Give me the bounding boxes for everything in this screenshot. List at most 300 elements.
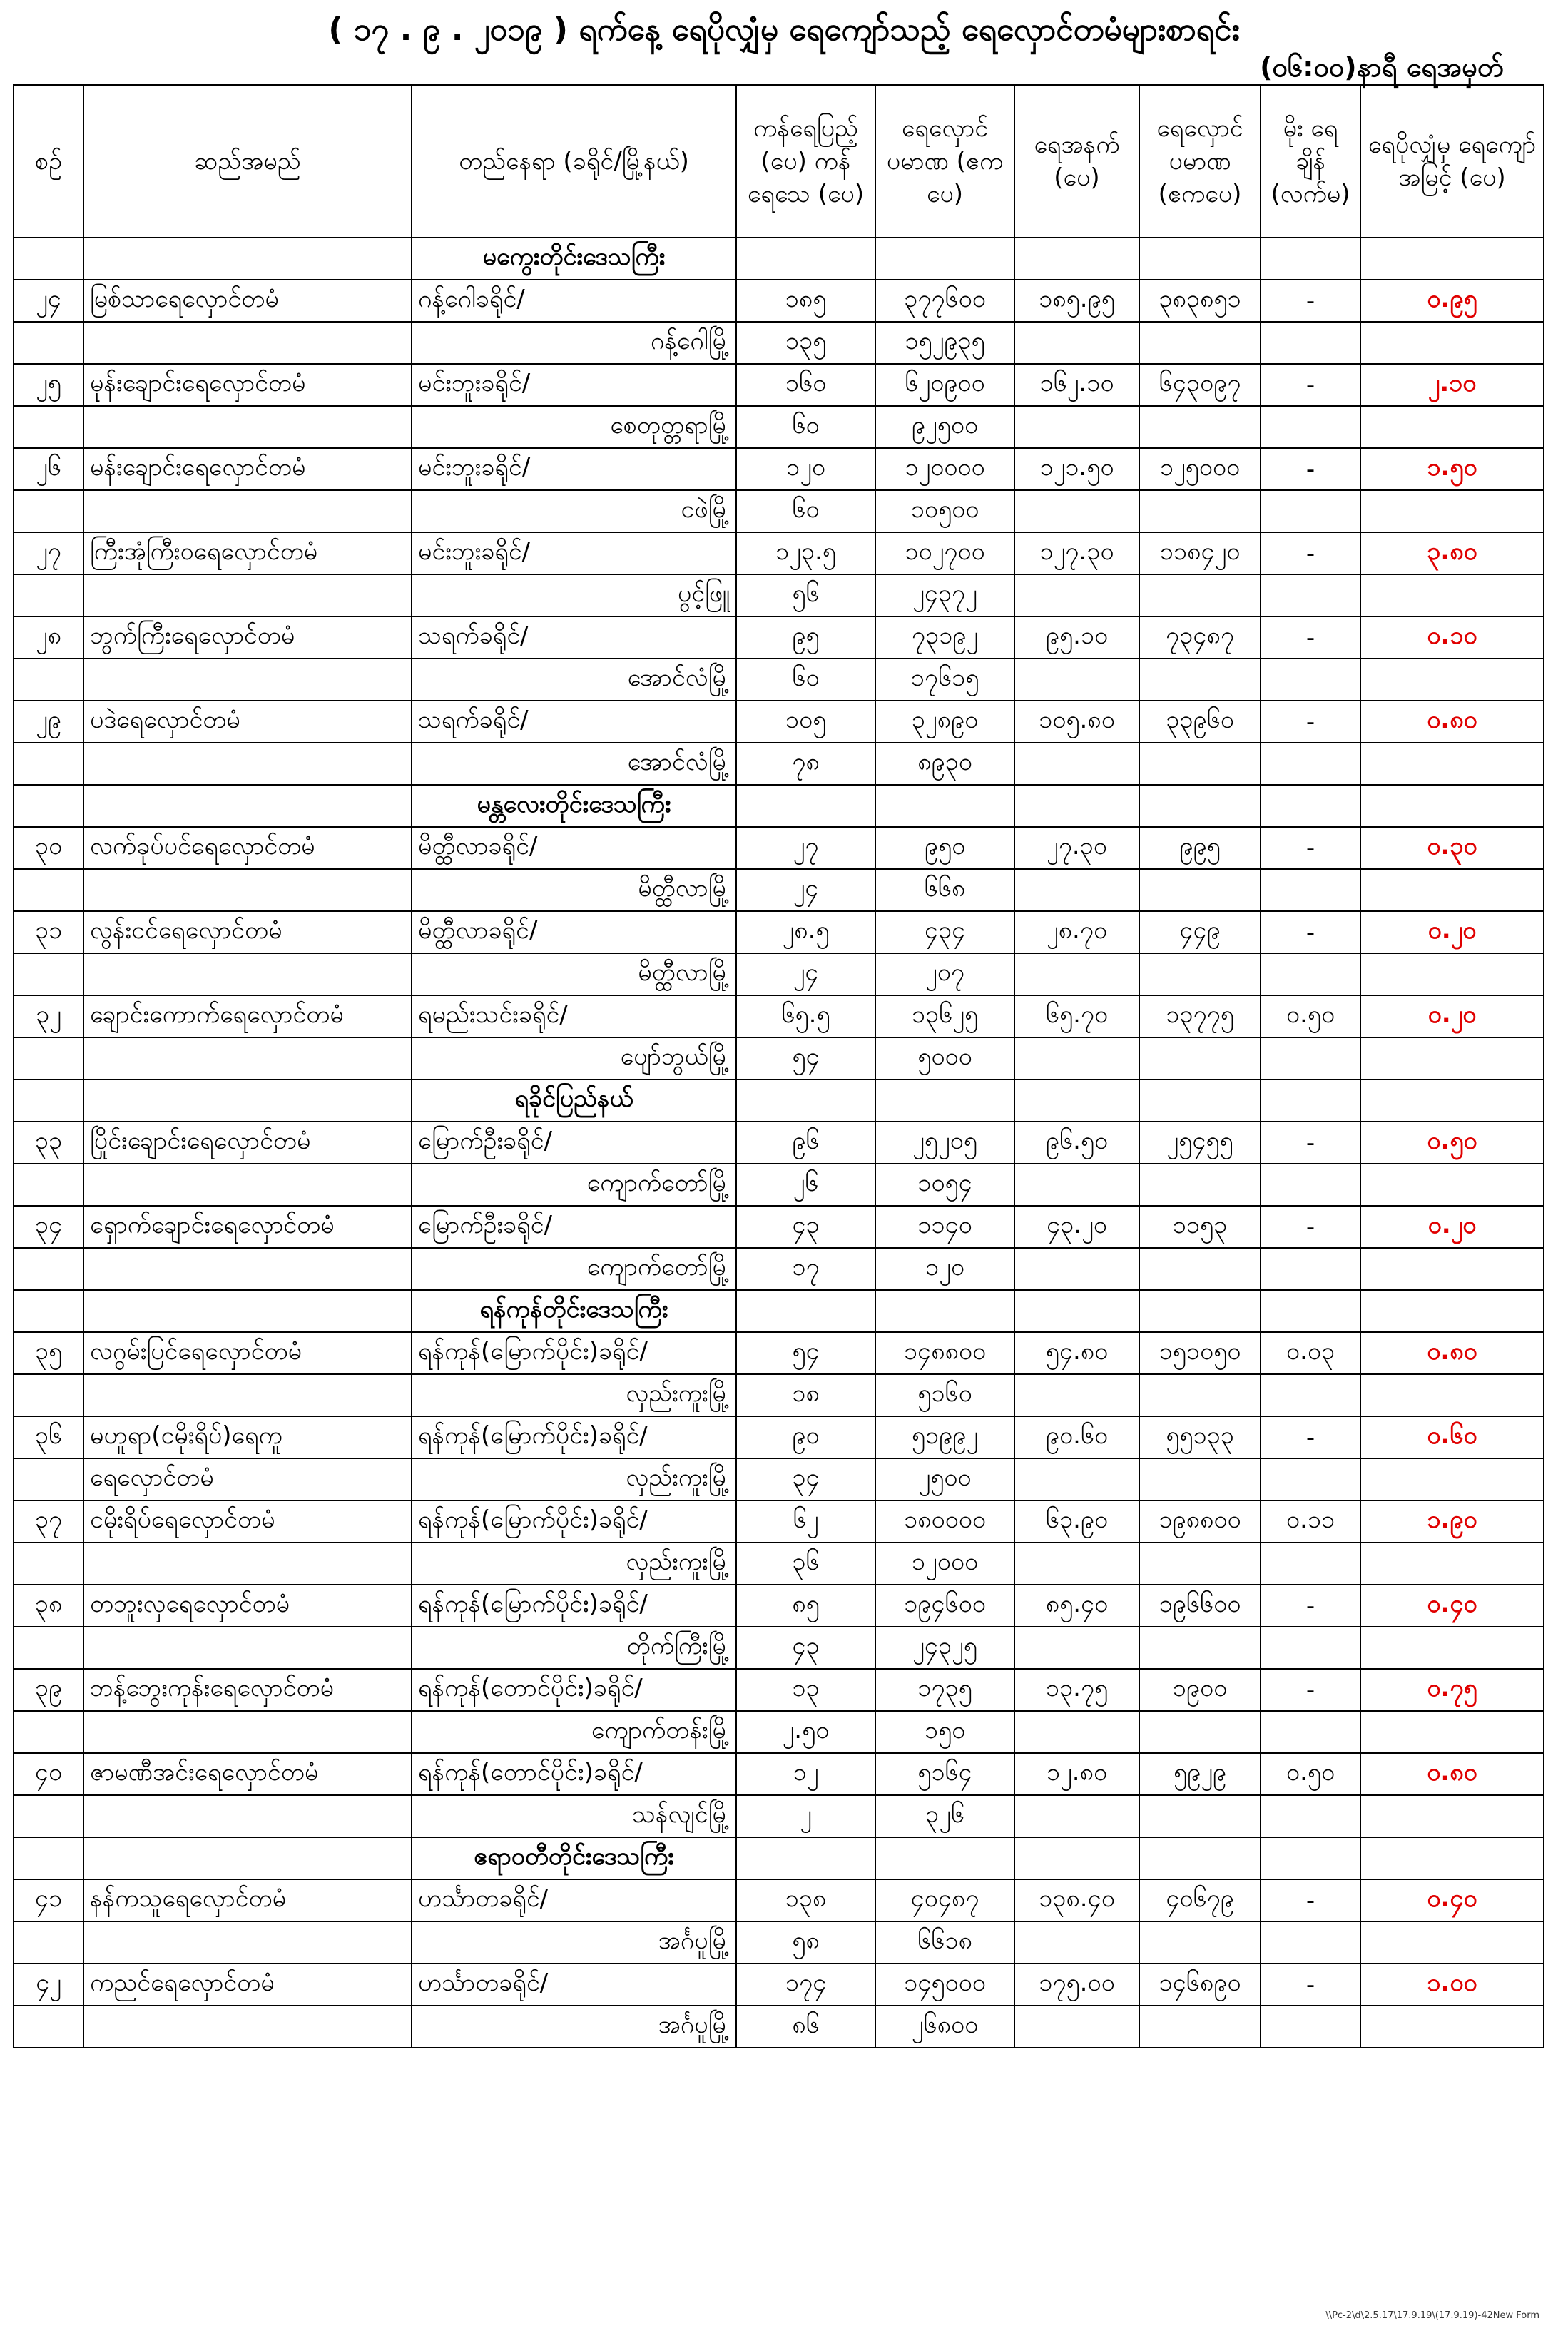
rainfall: -: [1261, 364, 1360, 406]
dead-level: ၂၆: [736, 1164, 875, 1206]
rainfall: -: [1261, 1585, 1360, 1627]
reservoir-table: [13, 84, 1544, 2048]
empty-cell: [14, 1921, 83, 1964]
table-row: [14, 1964, 1544, 2006]
empty-cell: [83, 1290, 412, 1332]
region-name: ရန်ကုန်တိုင်းဒေသကြီး: [412, 1290, 736, 1332]
row-number: ၃၂: [14, 995, 83, 1037]
table-row-sub: [14, 1248, 1544, 1290]
dead-storage: ၂၆၈၀၀: [875, 2006, 1014, 2048]
empty-cell: [1014, 953, 1139, 995]
empty-cell: [1261, 322, 1360, 364]
district: ရန်ကုန်(မြောက်ပိုင်း)ခရိုင်/: [412, 1500, 736, 1543]
township: မိတ္ထီလာမြို့: [412, 953, 736, 995]
region-name: မကွေးတိုင်းဒေသကြီး: [412, 238, 736, 280]
empty-cell: [1261, 953, 1360, 995]
district: ဂန့်ဂေါခရိုင်/: [412, 280, 736, 322]
table-row: [14, 1332, 1544, 1374]
full-level: ၁၈၅: [736, 280, 875, 322]
full-level: ၉၀: [736, 1416, 875, 1458]
water-depth: ၁၂၁.၅၀: [1014, 448, 1139, 490]
empty-cell: [1139, 574, 1261, 616]
table-row: [14, 448, 1544, 490]
row-number: ၂၄: [14, 280, 83, 322]
full-storage: ၇၃၁၉၂: [875, 616, 1014, 659]
empty-cell: [14, 1248, 83, 1290]
dead-level: ၄၃: [736, 1627, 875, 1669]
empty-cell: [1360, 785, 1544, 827]
dam-name: နန်ကသူရေလှောင်တမံ: [83, 1879, 412, 1921]
empty-cell: [875, 1290, 1014, 1332]
water-depth: ၉၀.၆၀: [1014, 1416, 1139, 1458]
empty-cell: [83, 1837, 412, 1879]
empty-cell: [1139, 953, 1261, 995]
water-depth: ၁၈၅.၉၅: [1014, 280, 1139, 322]
district: မိတ္ထီလာခရိုင်/: [412, 911, 736, 953]
overflow-height: ၀.၉၅: [1360, 280, 1544, 322]
empty-cell: [1261, 1795, 1360, 1837]
empty-cell: [1014, 1711, 1139, 1753]
current-storage: ၁၉၀၀: [1139, 1669, 1261, 1711]
full-storage: ၅၁၆၄: [875, 1753, 1014, 1795]
water-depth: ၉၅.၁၀: [1014, 616, 1139, 659]
current-storage: ၁၂၅၀၀၀: [1139, 448, 1261, 490]
empty-cell: [1360, 322, 1544, 364]
table-row: [14, 1753, 1544, 1795]
empty-cell: [1261, 743, 1360, 785]
district: ရန်ကုန်(မြောက်ပိုင်း)ခရိုင်/: [412, 1585, 736, 1627]
dam-name: ပဒဲရေလှောင်တမံ: [83, 701, 412, 743]
row-number: ၃၁: [14, 911, 83, 953]
empty-cell: [736, 1290, 875, 1332]
rainfall: -: [1261, 1669, 1360, 1711]
table-row-sub: [14, 406, 1544, 448]
dead-level: ၁၃၅: [736, 322, 875, 364]
table-row: [14, 1416, 1544, 1458]
dam-name-cont: [83, 953, 412, 995]
rainfall: ၀.၀၃: [1261, 1332, 1360, 1374]
empty-cell: [14, 1711, 83, 1753]
dead-storage: ၁၀၅၄: [875, 1164, 1014, 1206]
empty-cell: [14, 869, 83, 911]
empty-cell: [1360, 659, 1544, 701]
full-level: ၆၅.၅: [736, 995, 875, 1037]
table-row-sub: [14, 1374, 1544, 1416]
current-storage: ၃၃၉၆၀: [1139, 701, 1261, 743]
empty-cell: [736, 1080, 875, 1122]
table-row: [14, 995, 1544, 1037]
dead-storage: ၁၇၆၁၅: [875, 659, 1014, 701]
dam-name-cont: [83, 743, 412, 785]
table-row: [14, 1206, 1544, 1248]
table-row-sub: [14, 490, 1544, 532]
row-number: ၄၂: [14, 1964, 83, 2006]
township: မိတ္ထီလာမြို့: [412, 869, 736, 911]
full-storage: ၁၇၃၅: [875, 1669, 1014, 1711]
full-storage: ၁၁၄၀: [875, 1206, 1014, 1248]
region-name: ရခိုင်ပြည်နယ်: [412, 1080, 736, 1122]
rainfall: ၀.၅၀: [1261, 995, 1360, 1037]
empty-cell: [1360, 1543, 1544, 1585]
dead-storage: ၁၅၀: [875, 1711, 1014, 1753]
header-overflow: ရေပိုလျှံမှ ရေကျော် အမြင့် (ပေ): [1360, 85, 1544, 238]
dead-level: ၁၇: [736, 1248, 875, 1290]
water-depth: ၁၂၇.၃၀: [1014, 532, 1139, 574]
township: လှည်းကူးမြို့: [412, 1543, 736, 1585]
empty-cell: [1014, 1290, 1139, 1332]
empty-cell: [1261, 1037, 1360, 1080]
row-number: ၄၀: [14, 1753, 83, 1795]
table-row-sub: [14, 1627, 1544, 1669]
full-level: ၄၃: [736, 1206, 875, 1248]
row-number: ၃၉: [14, 1669, 83, 1711]
current-storage: ၁၁၈၄၂၀: [1139, 532, 1261, 574]
empty-cell: [1014, 1921, 1139, 1964]
district: ရန်ကုန်(မြောက်ပိုင်း)ခရိုင်/: [412, 1416, 736, 1458]
table-row-sub: [14, 1711, 1544, 1753]
empty-cell: [1261, 785, 1360, 827]
table-row: [14, 1585, 1544, 1627]
current-storage: ၄၀၆၇၉: [1139, 1879, 1261, 1921]
full-level: ၁၀၅: [736, 701, 875, 743]
full-storage: ၅၁၉၉၂: [875, 1416, 1014, 1458]
empty-cell: [14, 1837, 83, 1879]
dead-level: ၇၈: [736, 743, 875, 785]
dam-name-cont: [83, 2006, 412, 2048]
region-name: ဧရာဝတီတိုင်းဒေသကြီး: [412, 1837, 736, 1879]
dead-storage: ၉၂၅၀၀: [875, 406, 1014, 448]
rainfall: ၀.၁၁: [1261, 1500, 1360, 1543]
dam-name: ဘွက်ကြီးရေလှောင်တမံ: [83, 616, 412, 659]
rainfall: -: [1261, 448, 1360, 490]
empty-cell: [1139, 743, 1261, 785]
empty-cell: [1139, 1795, 1261, 1837]
dam-name-cont: [83, 1627, 412, 1669]
dam-name: ကညင်ရေလှောင်တမံ: [83, 1964, 412, 2006]
dead-storage: ၁၂၀: [875, 1248, 1014, 1290]
dam-name-cont: [83, 1164, 412, 1206]
dam-name: တဘူးလှရေလှောင်တမံ: [83, 1585, 412, 1627]
empty-cell: [1360, 1164, 1544, 1206]
overflow-height: ၁.၉၀: [1360, 1500, 1544, 1543]
empty-cell: [1139, 406, 1261, 448]
township: ကျောက်တော်မြို့: [412, 1248, 736, 1290]
empty-cell: [14, 1037, 83, 1080]
empty-cell: [875, 1837, 1014, 1879]
dead-level: ၂၄: [736, 869, 875, 911]
header-depth: ရေအနက် (ပေ): [1014, 85, 1139, 238]
empty-cell: [14, 1164, 83, 1206]
row-number: ၃၇: [14, 1500, 83, 1543]
current-storage: ၅၅၁၃၃: [1139, 1416, 1261, 1458]
row-number: ၂၉: [14, 701, 83, 743]
dead-storage: ၂၅၀၀: [875, 1458, 1014, 1500]
dam-name-cont: [83, 1711, 412, 1753]
current-storage: ၁၄၆၈၉၀: [1139, 1964, 1261, 2006]
empty-cell: [1014, 238, 1139, 280]
empty-cell: [1139, 322, 1261, 364]
empty-cell: [14, 1290, 83, 1332]
empty-cell: [14, 659, 83, 701]
current-storage: ၁၃၇၇၅: [1139, 995, 1261, 1037]
district: မိတ္ထီလာခရိုင်/: [412, 827, 736, 869]
overflow-height: ၀.၈၀: [1360, 1753, 1544, 1795]
full-storage: ၆၂၀၉၀၀: [875, 364, 1014, 406]
empty-cell: [1360, 1290, 1544, 1332]
full-storage: ၁၃၆၂၅: [875, 995, 1014, 1037]
empty-cell: [1139, 1711, 1261, 1753]
rainfall: -: [1261, 532, 1360, 574]
row-number: ၃၀: [14, 827, 83, 869]
full-storage: ၄၀၄၈၇: [875, 1879, 1014, 1921]
dead-storage: ၂၄၃၂၅: [875, 1627, 1014, 1669]
table-row-sub: [14, 2006, 1544, 2048]
empty-cell: [1014, 743, 1139, 785]
empty-cell: [1014, 1248, 1139, 1290]
district: ရန်ကုန်(မြောက်ပိုင်း)ခရိုင်/: [412, 1332, 736, 1374]
rainfall: ၀.၅၀: [1261, 1753, 1360, 1795]
table-row-sub: [14, 659, 1544, 701]
current-storage: ၇၃၄၈၇: [1139, 616, 1261, 659]
district: မင်းဘူးခရိုင်/: [412, 448, 736, 490]
empty-cell: [1014, 322, 1139, 364]
dam-name: လက်ခုပ်ပင်ရေလှောင်တမံ: [83, 827, 412, 869]
township: ငဖဲမြို့: [412, 490, 736, 532]
row-number: ၃၈: [14, 1585, 83, 1627]
empty-cell: [1014, 659, 1139, 701]
current-storage: ၉၉၅: [1139, 827, 1261, 869]
water-depth: ၈၅.၄၀: [1014, 1585, 1139, 1627]
district: ရန်ကုန်(တောင်ပိုင်း)ခရိုင်/: [412, 1753, 736, 1795]
full-storage: ၁၉၄၆၀၀: [875, 1585, 1014, 1627]
dead-level: ၂၄: [736, 953, 875, 995]
rainfall: -: [1261, 701, 1360, 743]
full-level: ၂၇: [736, 827, 875, 869]
table-row-sub: [14, 869, 1544, 911]
empty-cell: [1014, 1374, 1139, 1416]
dam-name-cont: ရေလှောင်တမံ: [83, 1458, 412, 1500]
empty-cell: [1014, 2006, 1139, 2048]
empty-cell: [1261, 1711, 1360, 1753]
row-number: ၃၄: [14, 1206, 83, 1248]
water-depth: ၁၇၅.၀၀: [1014, 1964, 1139, 2006]
dead-storage: ၁၅၂၉၃၅: [875, 322, 1014, 364]
township: ပျော်ဘွယ်မြို့: [412, 1037, 736, 1080]
rainfall: -: [1261, 1122, 1360, 1164]
empty-cell: [1360, 1037, 1544, 1080]
water-depth: ၆၃.၉၀: [1014, 1500, 1139, 1543]
dam-name-cont: [83, 1374, 412, 1416]
full-storage: ၁၀၂၇၀၀: [875, 532, 1014, 574]
empty-cell: [1139, 869, 1261, 911]
empty-cell: [1014, 490, 1139, 532]
table-row: [14, 280, 1544, 322]
rainfall: -: [1261, 911, 1360, 953]
overflow-height: ၀.၆၀: [1360, 1416, 1544, 1458]
township: ကျောက်တော်မြို့: [412, 1164, 736, 1206]
empty-cell: [1139, 1080, 1261, 1122]
empty-cell: [83, 1080, 412, 1122]
region-row: [14, 1837, 1544, 1879]
full-level: ၁၆၀: [736, 364, 875, 406]
empty-cell: [1014, 406, 1139, 448]
row-number: ၂၅: [14, 364, 83, 406]
current-storage: ၆၄၃၀၉၇: [1139, 364, 1261, 406]
dam-name-cont: [83, 406, 412, 448]
dam-name: လဂွမ်းပြင်ရေလှောင်တမံ: [83, 1332, 412, 1374]
dead-level: ၅၄: [736, 1037, 875, 1080]
row-number: ၄၁: [14, 1879, 83, 1921]
full-level: ၂၈.၅: [736, 911, 875, 953]
empty-cell: [14, 406, 83, 448]
empty-cell: [1014, 1037, 1139, 1080]
dam-name: မန်းချောင်းရေလှောင်တမံ: [83, 448, 412, 490]
current-storage: ၁၉၈၈၀၀: [1139, 1500, 1261, 1543]
empty-cell: [1014, 1837, 1139, 1879]
empty-cell: [1261, 1543, 1360, 1585]
dead-storage: ၂၀၇: [875, 953, 1014, 995]
rainfall: -: [1261, 280, 1360, 322]
full-level: ၁၂၃.၅: [736, 532, 875, 574]
district: မင်းဘူးခရိုင်/: [412, 532, 736, 574]
water-depth: ၂၈.၇၀: [1014, 911, 1139, 953]
empty-cell: [1360, 574, 1544, 616]
dam-name: ရှောက်ချောင်းရေလှောင်တမံ: [83, 1206, 412, 1248]
dam-name-cont: [83, 869, 412, 911]
file-path-footer: \\Pc-2\d\2.5.17\17.9.19\(17.9.19)-42New Form: [1325, 2310, 1539, 2321]
empty-cell: [1261, 1837, 1360, 1879]
rainfall: -: [1261, 1416, 1360, 1458]
township: လှည်းကူးမြို့: [412, 1458, 736, 1500]
full-storage: ၃၇၇၆၀၀: [875, 280, 1014, 322]
district: မြောက်ဦးခရိုင်/: [412, 1122, 736, 1164]
table-row-sub: [14, 953, 1544, 995]
table-row-sub: [14, 1037, 1544, 1080]
water-depth: ၁၂.၈၀: [1014, 1753, 1139, 1795]
table-row: [14, 1669, 1544, 1711]
empty-cell: [1360, 1374, 1544, 1416]
row-number: ၂၇: [14, 532, 83, 574]
dead-level: ၆၀: [736, 406, 875, 448]
empty-cell: [1139, 1248, 1261, 1290]
empty-cell: [1360, 1627, 1544, 1669]
overflow-height: ၀.၈၀: [1360, 701, 1544, 743]
overflow-height: ၁.၅၀: [1360, 448, 1544, 490]
empty-cell: [1261, 1458, 1360, 1500]
empty-cell: [1360, 1248, 1544, 1290]
overflow-height: ၀.၄၀: [1360, 1879, 1544, 1921]
water-depth: ၆၅.၇၀: [1014, 995, 1139, 1037]
table-row-sub: [14, 743, 1544, 785]
empty-cell: [1261, 238, 1360, 280]
full-level: ၆၂: [736, 1500, 875, 1543]
full-level: ၉၅: [736, 616, 875, 659]
header-rainfall: မိုး ရေ ချိန် (လက်မ): [1261, 85, 1360, 238]
empty-cell: [1360, 490, 1544, 532]
empty-cell: [1139, 1164, 1261, 1206]
empty-cell: [1360, 1837, 1544, 1879]
overflow-height: ၀.၅၀: [1360, 1122, 1544, 1164]
current-storage: ၁၁၅၃: [1139, 1206, 1261, 1248]
empty-cell: [1360, 1795, 1544, 1837]
empty-cell: [736, 785, 875, 827]
dam-name-cont: [83, 1543, 412, 1585]
empty-cell: [1014, 1543, 1139, 1585]
row-number: ၂၆: [14, 448, 83, 490]
dead-storage: ၈၉၃၀: [875, 743, 1014, 785]
dead-storage: ၆၆၁၈: [875, 1921, 1014, 1964]
empty-cell: [14, 574, 83, 616]
table-row: [14, 532, 1544, 574]
empty-cell: [875, 238, 1014, 280]
row-number: ၃၆: [14, 1416, 83, 1458]
table-row-sub: [14, 1458, 1544, 1500]
township: ပွင့်ဖြူ: [412, 574, 736, 616]
header-name: ဆည်အမည်: [83, 85, 412, 238]
table-body: [14, 238, 1544, 2048]
dam-name: မဟူရာ(ငမိုးရိပ်)ရေကူ: [83, 1416, 412, 1458]
header-row: [14, 85, 1544, 238]
empty-cell: [1360, 406, 1544, 448]
township: ကျောက်တန်းမြို့: [412, 1711, 736, 1753]
district: ဟင်္သာတခရိုင်/: [412, 1964, 736, 2006]
full-level: ၈၅: [736, 1585, 875, 1627]
empty-cell: [1360, 869, 1544, 911]
dead-storage: ၂၄၃၇၂: [875, 574, 1014, 616]
empty-cell: [1261, 574, 1360, 616]
overflow-height: ၂.၁၀: [1360, 364, 1544, 406]
empty-cell: [875, 1080, 1014, 1122]
overflow-height: ၀.၂၀: [1360, 995, 1544, 1037]
empty-cell: [14, 322, 83, 364]
rainfall: -: [1261, 1206, 1360, 1248]
table-row: [14, 1879, 1544, 1921]
empty-cell: [1014, 1164, 1139, 1206]
row-number: ၃၅: [14, 1332, 83, 1374]
table-row: [14, 1500, 1544, 1543]
dam-name-cont: [83, 574, 412, 616]
table-row: [14, 364, 1544, 406]
empty-cell: [1014, 785, 1139, 827]
empty-cell: [1139, 1543, 1261, 1585]
overflow-height: ၀.၇၅: [1360, 1669, 1544, 1711]
township: အောင်လံမြို့: [412, 743, 736, 785]
empty-cell: [14, 1458, 83, 1500]
full-level: ၁၃၈: [736, 1879, 875, 1921]
current-storage: ၃၈၃၈၅၁: [1139, 280, 1261, 322]
dam-name-cont: [83, 322, 412, 364]
empty-cell: [1139, 1037, 1261, 1080]
full-storage: ၃၂၈၉၀: [875, 701, 1014, 743]
full-storage: ၉၅၀: [875, 827, 1014, 869]
full-storage: ၄၃၄: [875, 911, 1014, 953]
empty-cell: [1014, 1795, 1139, 1837]
district: သရက်ခရိုင်/: [412, 616, 736, 659]
dam-name-cont: [83, 1795, 412, 1837]
dam-name-cont: [83, 1921, 412, 1964]
empty-cell: [1261, 2006, 1360, 2048]
table-row-sub: [14, 1164, 1544, 1206]
empty-cell: [1261, 1080, 1360, 1122]
water-depth: ၅၄.၈၀: [1014, 1332, 1139, 1374]
district: ဟင်္သာတခရိုင်/: [412, 1879, 736, 1921]
region-row: [14, 238, 1544, 280]
full-level: ၅၄: [736, 1332, 875, 1374]
dam-name: မုန်းချောင်းရေလှောင်တမံ: [83, 364, 412, 406]
table-row-sub: [14, 1921, 1544, 1964]
dead-level: ၁၈: [736, 1374, 875, 1416]
dead-level: ၅၆: [736, 574, 875, 616]
